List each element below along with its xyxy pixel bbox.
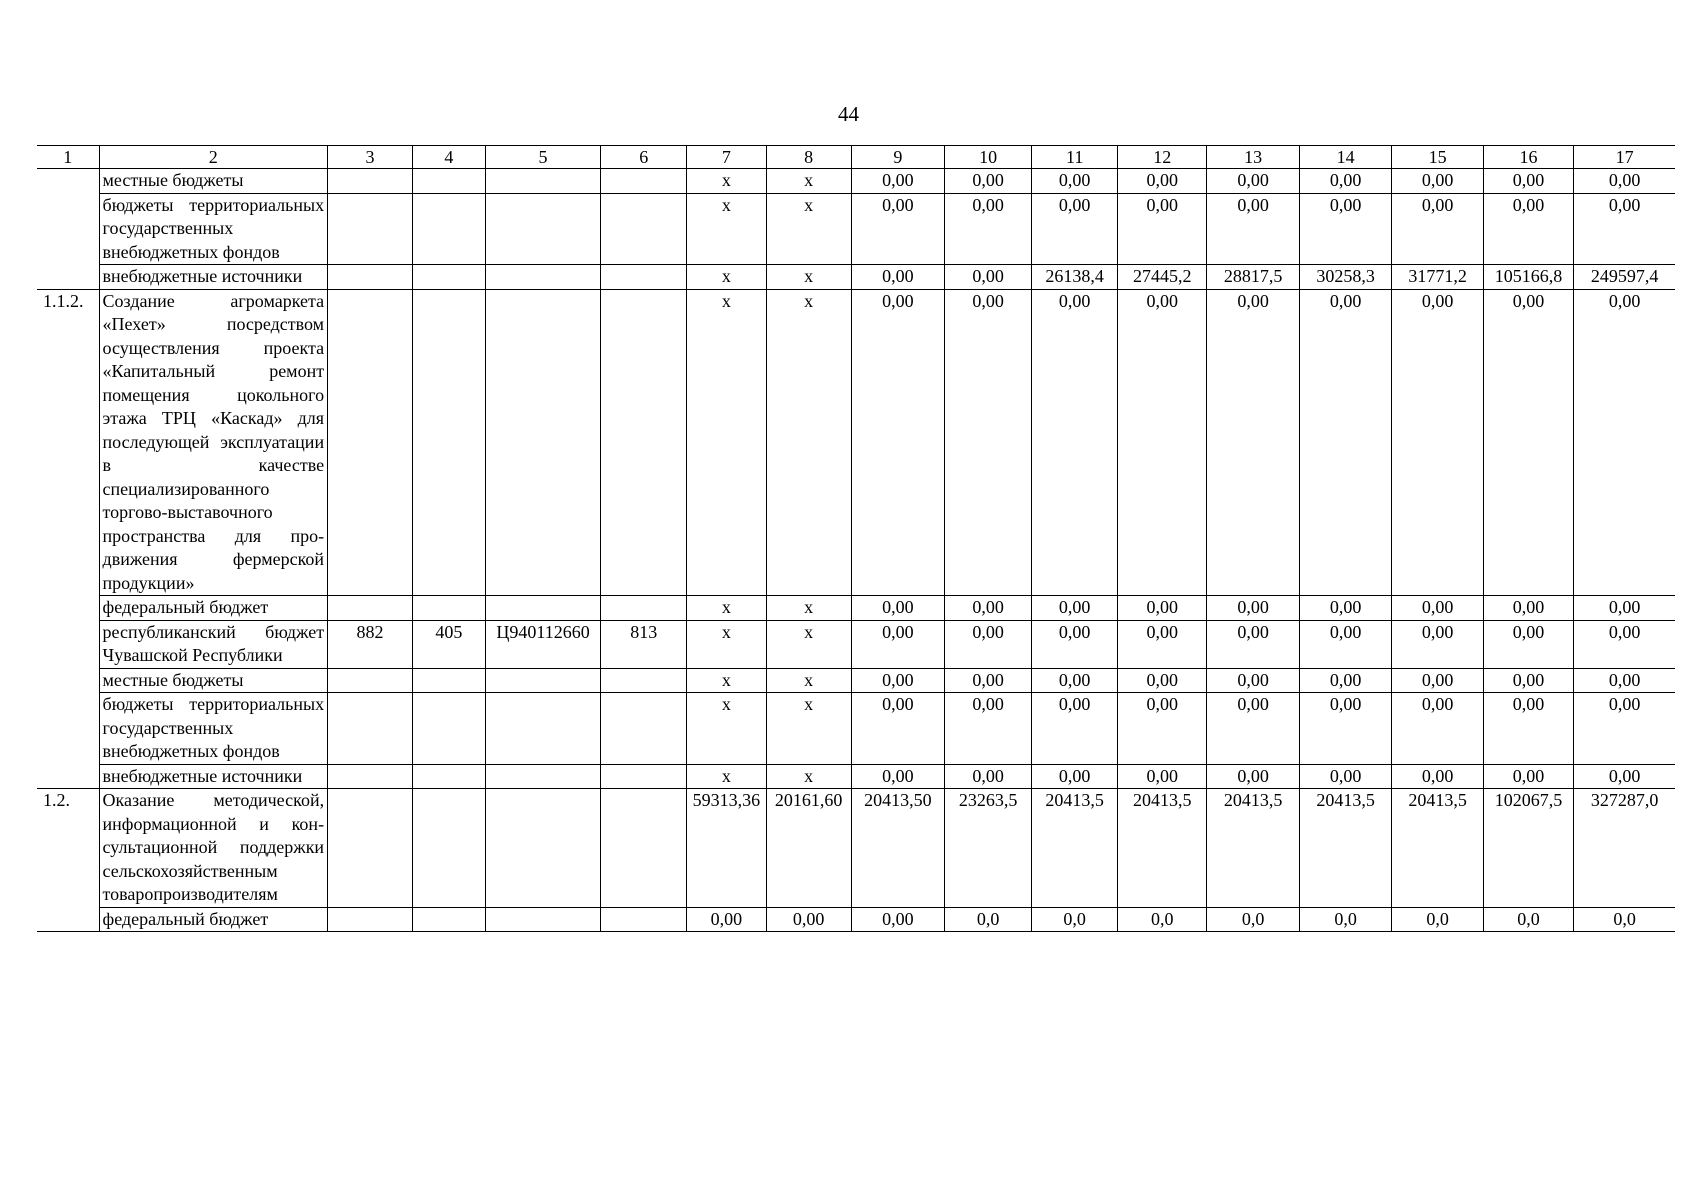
value-cell-15: 0,00 xyxy=(1392,693,1483,765)
value-cell-15: 0,0 xyxy=(1392,907,1483,932)
value-cell-17: 249597,4 xyxy=(1574,265,1675,290)
value-cell-7: х xyxy=(687,265,766,290)
value-cell-16: 0,00 xyxy=(1483,596,1573,621)
admin-code-cell xyxy=(328,289,413,596)
value-cell-13: 0,00 xyxy=(1207,620,1300,668)
value-cell-13: 0,00 xyxy=(1207,193,1300,265)
row-name-cell: местные бюджеты xyxy=(99,169,328,194)
row-number-cell xyxy=(37,265,99,290)
value-cell-17: 0,0 xyxy=(1574,907,1675,932)
section-code-cell xyxy=(412,668,485,693)
value-cell-13: 0,00 xyxy=(1207,693,1300,765)
value-cell-8: х xyxy=(766,596,851,621)
column-number-3: 3 xyxy=(328,146,413,169)
section-code-cell xyxy=(412,596,485,621)
value-cell-10: 0,00 xyxy=(945,620,1032,668)
column-number-8: 8 xyxy=(766,146,851,169)
admin-code-cell xyxy=(328,169,413,194)
row-number-cell xyxy=(37,596,99,621)
target-article-cell xyxy=(485,193,600,265)
value-cell-16: 105166,8 xyxy=(1483,265,1573,290)
table-row xyxy=(37,289,1675,596)
value-cell-12: 0,00 xyxy=(1118,693,1207,765)
value-cell-15: 0,00 xyxy=(1392,169,1483,194)
value-cell-8: 20161,60 xyxy=(766,789,851,908)
section-code-cell xyxy=(412,764,485,789)
value-cell-7: х xyxy=(687,620,766,668)
row-number-cell xyxy=(37,193,99,265)
value-cell-9: 0,00 xyxy=(851,289,945,596)
section-code-cell: 405 xyxy=(412,620,485,668)
column-number-11: 11 xyxy=(1032,146,1118,169)
expense-type-cell xyxy=(601,764,687,789)
value-cell-11: 26138,4 xyxy=(1032,265,1118,290)
value-cell-14: 0,00 xyxy=(1299,169,1392,194)
row-name-cell: внебюджетные источники xyxy=(99,764,328,789)
value-cell-14: 0,00 xyxy=(1299,193,1392,265)
column-number-4: 4 xyxy=(412,146,485,169)
admin-code-cell xyxy=(328,764,413,789)
target-article-cell xyxy=(485,289,600,596)
value-cell-12: 0,00 xyxy=(1118,764,1207,789)
value-cell-10: 0,00 xyxy=(945,596,1032,621)
target-article-cell xyxy=(485,693,600,765)
value-cell-12: 20413,5 xyxy=(1118,789,1207,908)
value-cell-17: 0,00 xyxy=(1574,620,1675,668)
value-cell-10: 0,00 xyxy=(945,169,1032,194)
value-cell-9: 0,00 xyxy=(851,193,945,265)
value-cell-14: 0,00 xyxy=(1299,764,1392,789)
table-body xyxy=(37,146,1675,932)
section-code-cell xyxy=(412,265,485,290)
column-number-16: 16 xyxy=(1483,146,1573,169)
value-cell-16: 0,00 xyxy=(1483,764,1573,789)
value-cell-7: 59313,36 xyxy=(687,789,766,908)
column-number-14: 14 xyxy=(1299,146,1392,169)
row-name-cell: Оказание методической, информационной и консультационной поддержки сельскохозяйственным товаропроизводителям xyxy=(99,789,328,908)
expense-type-cell xyxy=(601,668,687,693)
row-name-cell: Создание агромаркета «Пехет» посредством осуществления проекта «Капитальный ремонт помещения цокольного этажа ТРЦ «Каскад» для последующей эксплуатации в качестве специализированного торгово-выставочного пространства для продвижения фермерской продукции» xyxy=(99,289,328,596)
value-cell-8: х xyxy=(766,289,851,596)
admin-code-cell xyxy=(328,693,413,765)
value-cell-11: 0,00 xyxy=(1032,289,1118,596)
value-cell-12: 0,0 xyxy=(1118,907,1207,932)
value-cell-13: 0,00 xyxy=(1207,596,1300,621)
value-cell-13: 28817,5 xyxy=(1207,265,1300,290)
table-row xyxy=(37,596,1675,621)
value-cell-10: 0,0 xyxy=(945,907,1032,932)
value-cell-10: 0,00 xyxy=(945,289,1032,596)
value-cell-14: 0,0 xyxy=(1299,907,1392,932)
section-code-cell xyxy=(412,289,485,596)
value-cell-9: 20413,50 xyxy=(851,789,945,908)
section-code-cell xyxy=(412,907,485,932)
row-number-cell xyxy=(37,169,99,194)
admin-code-cell: 882 xyxy=(328,620,413,668)
value-cell-11: 0,0 xyxy=(1032,907,1118,932)
admin-code-cell xyxy=(328,907,413,932)
column-number-1: 1 xyxy=(37,146,99,169)
column-number-13: 13 xyxy=(1207,146,1300,169)
budget-table xyxy=(37,145,1675,932)
table-row xyxy=(37,789,1675,908)
value-cell-9: 0,00 xyxy=(851,907,945,932)
expense-type-cell: 813 xyxy=(601,620,687,668)
expense-type-cell xyxy=(601,907,687,932)
value-cell-13: 20413,5 xyxy=(1207,789,1300,908)
value-cell-14: 0,00 xyxy=(1299,289,1392,596)
value-cell-7: х xyxy=(687,668,766,693)
value-cell-9: 0,00 xyxy=(851,668,945,693)
value-cell-10: 23263,5 xyxy=(945,789,1032,908)
value-cell-17: 0,00 xyxy=(1574,193,1675,265)
value-cell-12: 0,00 xyxy=(1118,668,1207,693)
value-cell-9: 0,00 xyxy=(851,596,945,621)
row-number-cell xyxy=(37,693,99,765)
value-cell-11: 0,00 xyxy=(1032,693,1118,765)
value-cell-7: х xyxy=(687,169,766,194)
column-number-7: 7 xyxy=(687,146,766,169)
value-cell-16: 0,00 xyxy=(1483,693,1573,765)
row-name-cell: местные бюджеты xyxy=(99,668,328,693)
expense-type-cell xyxy=(601,265,687,290)
value-cell-7: х xyxy=(687,693,766,765)
value-cell-14: 0,00 xyxy=(1299,620,1392,668)
value-cell-9: 0,00 xyxy=(851,620,945,668)
row-name-cell: федеральный бюджет xyxy=(99,907,328,932)
expense-type-cell xyxy=(601,596,687,621)
column-number-15: 15 xyxy=(1392,146,1483,169)
row-number-cell: 1.2. xyxy=(37,789,99,908)
value-cell-12: 0,00 xyxy=(1118,620,1207,668)
admin-code-cell xyxy=(328,789,413,908)
column-number-6: 6 xyxy=(601,146,687,169)
target-article-cell xyxy=(485,596,600,621)
value-cell-8: х xyxy=(766,620,851,668)
table-row xyxy=(37,193,1675,265)
value-cell-17: 0,00 xyxy=(1574,764,1675,789)
column-number-10: 10 xyxy=(945,146,1032,169)
value-cell-17: 0,00 xyxy=(1574,169,1675,194)
value-cell-12: 0,00 xyxy=(1118,289,1207,596)
value-cell-17: 0,00 xyxy=(1574,668,1675,693)
row-number-cell xyxy=(37,907,99,932)
value-cell-7: х xyxy=(687,764,766,789)
row-name-cell: республиканский бюджет Чувашской Республики xyxy=(99,620,328,668)
value-cell-13: 0,00 xyxy=(1207,668,1300,693)
value-cell-15: 0,00 xyxy=(1392,620,1483,668)
value-cell-16: 0,00 xyxy=(1483,289,1573,596)
row-number-cell xyxy=(37,668,99,693)
target-article-cell xyxy=(485,169,600,194)
row-name-cell: бюджеты территориальных государственных внебюджетных фондов xyxy=(99,693,328,765)
target-article-cell xyxy=(485,907,600,932)
value-cell-7: 0,00 xyxy=(687,907,766,932)
value-cell-16: 0,00 xyxy=(1483,668,1573,693)
value-cell-16: 0,0 xyxy=(1483,907,1573,932)
target-article-cell xyxy=(485,764,600,789)
value-cell-14: 0,00 xyxy=(1299,693,1392,765)
value-cell-14: 30258,3 xyxy=(1299,265,1392,290)
value-cell-11: 0,00 xyxy=(1032,596,1118,621)
value-cell-12: 0,00 xyxy=(1118,596,1207,621)
section-code-cell xyxy=(412,193,485,265)
column-number-12: 12 xyxy=(1118,146,1207,169)
expense-type-cell xyxy=(601,693,687,765)
admin-code-cell xyxy=(328,265,413,290)
expense-type-cell xyxy=(601,289,687,596)
expense-type-cell xyxy=(601,169,687,194)
value-cell-16: 0,00 xyxy=(1483,620,1573,668)
value-cell-15: 0,00 xyxy=(1392,289,1483,596)
value-cell-11: 0,00 xyxy=(1032,620,1118,668)
expense-type-cell xyxy=(601,789,687,908)
value-cell-14: 0,00 xyxy=(1299,596,1392,621)
value-cell-7: х xyxy=(687,289,766,596)
column-number-row xyxy=(37,146,1675,169)
column-number-2: 2 xyxy=(99,146,328,169)
target-article-cell xyxy=(485,789,600,908)
column-number-5: 5 xyxy=(485,146,600,169)
value-cell-11: 0,00 xyxy=(1032,169,1118,194)
value-cell-13: 0,00 xyxy=(1207,289,1300,596)
value-cell-16: 0,00 xyxy=(1483,193,1573,265)
value-cell-8: 0,00 xyxy=(766,907,851,932)
value-cell-11: 0,00 xyxy=(1032,668,1118,693)
value-cell-10: 0,00 xyxy=(945,265,1032,290)
row-name-cell: внебюджетные источники xyxy=(99,265,328,290)
row-number-cell xyxy=(37,620,99,668)
value-cell-15: 0,00 xyxy=(1392,596,1483,621)
admin-code-cell xyxy=(328,193,413,265)
table-row xyxy=(37,764,1675,789)
value-cell-15: 0,00 xyxy=(1392,193,1483,265)
value-cell-14: 0,00 xyxy=(1299,668,1392,693)
value-cell-9: 0,00 xyxy=(851,265,945,290)
value-cell-11: 0,00 xyxy=(1032,193,1118,265)
table-row xyxy=(37,668,1675,693)
value-cell-7: х xyxy=(687,193,766,265)
value-cell-11: 20413,5 xyxy=(1032,789,1118,908)
column-number-17: 17 xyxy=(1574,146,1675,169)
value-cell-8: х xyxy=(766,193,851,265)
admin-code-cell xyxy=(328,596,413,621)
value-cell-10: 0,00 xyxy=(945,193,1032,265)
value-cell-10: 0,00 xyxy=(945,693,1032,765)
expense-type-cell xyxy=(601,193,687,265)
column-number-9: 9 xyxy=(851,146,945,169)
value-cell-10: 0,00 xyxy=(945,668,1032,693)
value-cell-15: 0,00 xyxy=(1392,668,1483,693)
value-cell-15: 20413,5 xyxy=(1392,789,1483,908)
target-article-cell xyxy=(485,668,600,693)
value-cell-10: 0,00 xyxy=(945,764,1032,789)
table-row xyxy=(37,693,1675,765)
value-cell-9: 0,00 xyxy=(851,169,945,194)
value-cell-15: 31771,2 xyxy=(1392,265,1483,290)
table-row xyxy=(37,620,1675,668)
value-cell-8: х xyxy=(766,668,851,693)
value-cell-12: 0,00 xyxy=(1118,169,1207,194)
row-name-cell: федеральный бюджет xyxy=(99,596,328,621)
value-cell-12: 0,00 xyxy=(1118,193,1207,265)
value-cell-15: 0,00 xyxy=(1392,764,1483,789)
value-cell-16: 0,00 xyxy=(1483,169,1573,194)
value-cell-12: 27445,2 xyxy=(1118,265,1207,290)
section-code-cell xyxy=(412,789,485,908)
value-cell-17: 327287,0 xyxy=(1574,789,1675,908)
value-cell-17: 0,00 xyxy=(1574,289,1675,596)
row-number-cell: 1.1.2. xyxy=(37,289,99,596)
page-number: 44 xyxy=(838,102,859,126)
row-number-cell xyxy=(37,764,99,789)
table-row xyxy=(37,907,1675,932)
value-cell-16: 102067,5 xyxy=(1483,789,1573,908)
value-cell-17: 0,00 xyxy=(1574,596,1675,621)
section-code-cell xyxy=(412,693,485,765)
value-cell-13: 0,00 xyxy=(1207,169,1300,194)
value-cell-13: 0,00 xyxy=(1207,764,1300,789)
value-cell-8: х xyxy=(766,693,851,765)
table-row xyxy=(37,169,1675,194)
value-cell-7: х xyxy=(687,596,766,621)
table-row xyxy=(37,265,1675,290)
value-cell-13: 0,0 xyxy=(1207,907,1300,932)
value-cell-8: х xyxy=(766,169,851,194)
value-cell-14: 20413,5 xyxy=(1299,789,1392,908)
value-cell-11: 0,00 xyxy=(1032,764,1118,789)
value-cell-8: х xyxy=(766,265,851,290)
section-code-cell xyxy=(412,169,485,194)
target-article-cell xyxy=(485,265,600,290)
value-cell-17: 0,00 xyxy=(1574,693,1675,765)
value-cell-9: 0,00 xyxy=(851,693,945,765)
row-name-cell: бюджеты территориальных государственных внебюджетных фондов xyxy=(99,193,328,265)
value-cell-9: 0,00 xyxy=(851,764,945,789)
value-cell-8: х xyxy=(766,764,851,789)
admin-code-cell xyxy=(328,668,413,693)
target-article-cell: Ц940112660 xyxy=(485,620,600,668)
